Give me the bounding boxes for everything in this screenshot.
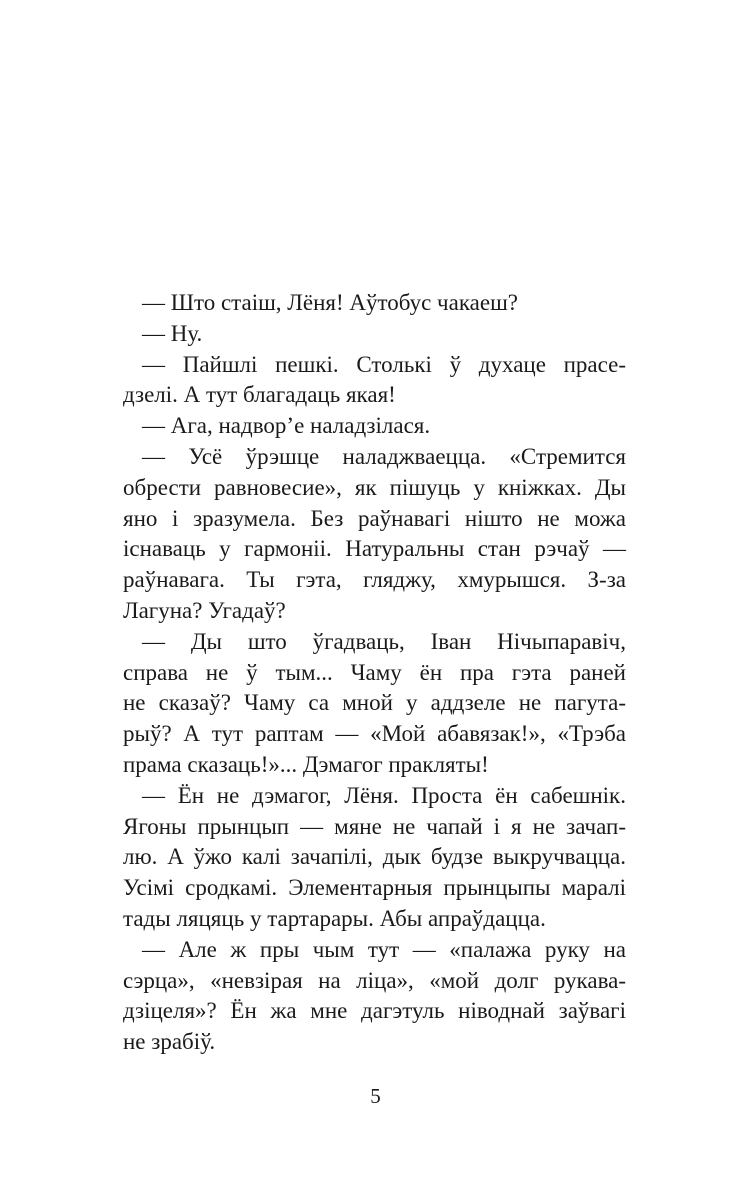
text-line: — Ён не дэмагог, Лёня. Проста ён сабешнік. — [142, 782, 626, 808]
text-line: — Ну. — [142, 320, 203, 346]
page-number: 5 — [370, 1084, 381, 1108]
text-line: обрести равновесие», як пішуць у кніжках. Ды — [123, 474, 626, 500]
text-line: Ягоны прынцып — мяне не чапай і я не зачап- — [123, 813, 626, 839]
text-line: дзіцеля»? Ён жа мне дагэтуль ніводнай заўвагі — [123, 998, 626, 1024]
text-line: справа не ў тым... Чаму ён пра гэта раней — [123, 659, 626, 685]
text-line: існаваць у гармоніі. Натуральны стан рэчаў — — [123, 536, 626, 562]
text-line: — Пайшлі пешкі. Столькі ў духаце прасе- — [142, 351, 626, 377]
text-line: Усімі сродкамі. Элементарныя прынцыпы маралі — [123, 875, 626, 901]
text-line: — Усё ўрэшце наладжваецца. «Стремится — [142, 443, 626, 469]
text-line: яно і зразумела. Без раўнавагі нішто не можа — [123, 505, 626, 531]
text-line: — Ды што ўгадваць, Іван Нічыпаравіч, — [142, 628, 626, 654]
text-line: рыў? А тут раптам — «Мой абавязак!», «Трэба — [123, 721, 626, 747]
text-line: Лагуна? Угадаў? — [123, 597, 286, 623]
text-line: — Што стаіш, Лёня! Аўтобус чакаеш? — [142, 290, 518, 315]
text-line: лю. А ўжо калі зачапілі, дык будзе выкручвацца. — [123, 844, 626, 870]
text-line: тады ляцяць у тартарары. Абы апраўдацца. — [123, 905, 546, 931]
text-line: раўнавага. Ты гэта, гляджу, хмурышся. З-за — [123, 567, 626, 593]
body-text — [123, 288, 626, 1058]
text-line: сэрца», «невзірая на ліца», «мой долг рукава- — [123, 967, 626, 993]
text-line: не зрабіў. — [123, 1029, 216, 1055]
text-line: прама сказаць!»... Дэмагог пракляты! — [123, 751, 489, 777]
text-line: дзелі. А тут благадаць якая! — [123, 382, 396, 408]
text-line: не сказаў? Чаму са мной у аддзеле не пагута- — [123, 690, 626, 716]
text-line: — Ага, надвор’е наладзілася. — [142, 413, 431, 439]
text-line: — Але ж пры чым тут — «палажа руку на — [142, 936, 626, 962]
